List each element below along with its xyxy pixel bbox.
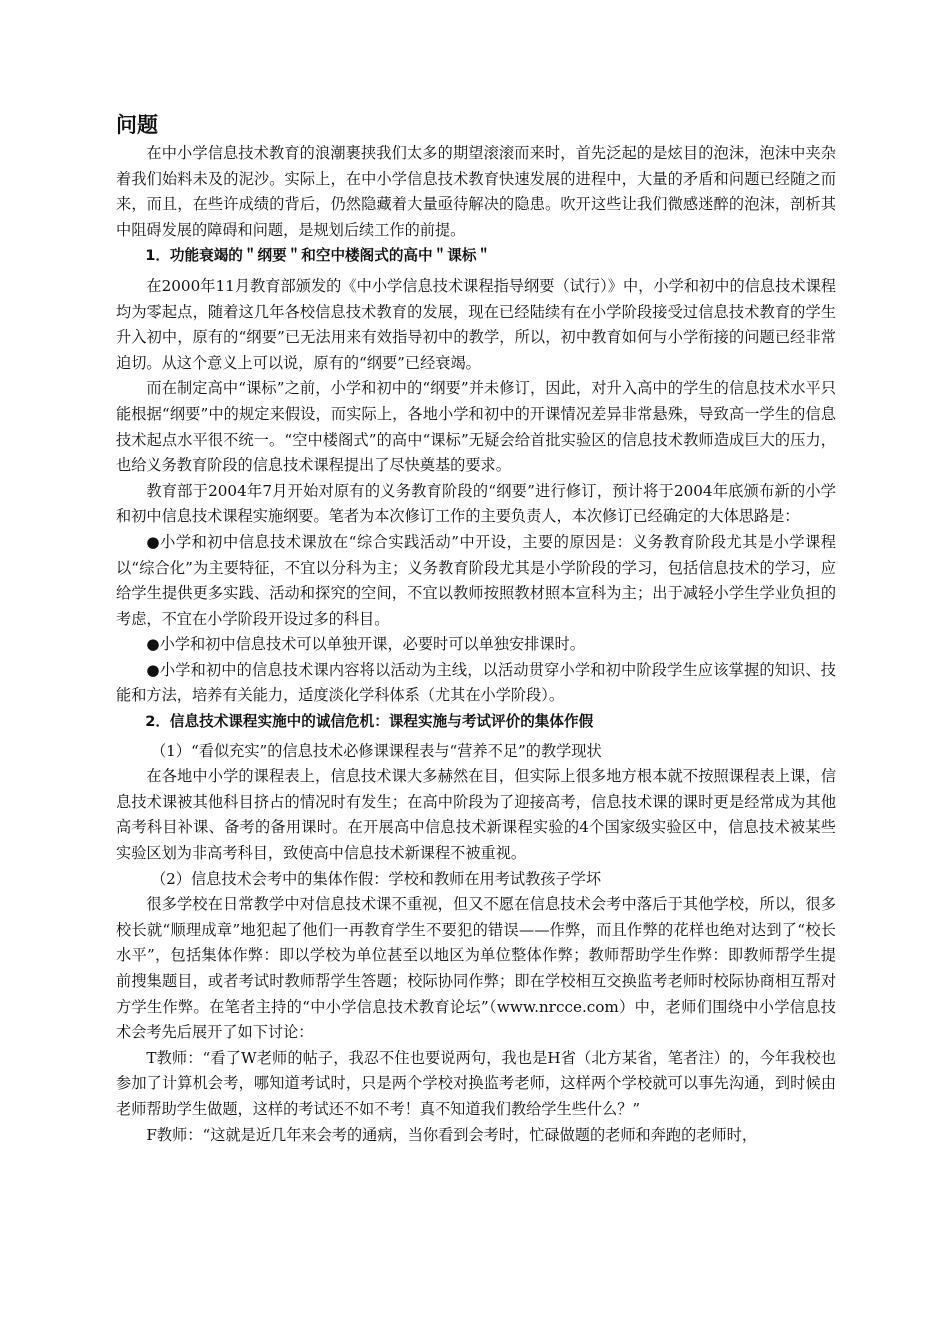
subsection-heading: （2）信息技术会考中的集体作假：学校和教师在用考试教孩子学坏 bbox=[150, 869, 602, 888]
bullet-item: ●小学和初中的信息技术课内容将以活动为主线，以活动贯穿小学和初中阶段学生应该掌握的知识、技能和方法，培养有关能力，适度淡化学科体系（尤其在小学阶段）。 bbox=[116, 660, 836, 705]
subsection-heading: （1）“看似充实”的信息技术必修课课程表与“营养不足”的教学现状 bbox=[150, 741, 602, 760]
paragraph: 教育部于2004年7月开始对原有的义务教育阶段的“纲要”进行修订，预计将于2004年底颁布新的小学和初中信息技术课程实施纲要。笔者为本次修订工作的主要负责人，本次修订已经确定的大体思路是： bbox=[116, 481, 836, 526]
section-heading: 1．功能衰竭的＂纲要＂和空中楼阁式的高中＂课标＂ bbox=[145, 247, 492, 265]
page-title: 问题 bbox=[116, 113, 158, 137]
section-heading: 2．信息技术课程实施中的诚信危机：课程实施与考试评价的集体作假 bbox=[145, 713, 594, 731]
bullet-item: ●小学和初中信息技术可以单独开课，必要时可以单独安排课时。 bbox=[146, 635, 585, 654]
paragraph: 而在制定高中“课标”之前，小学和初中的“纲要”并未修订，因此，对升入高中的学生的信息技术水平只能根据“纲要”中的规定来假设，而实际上，各地小学和初中的开课情况差异非常悬殊，导致高一学生的信息技术起点水平很不统一。“空中楼阁式”的高中“课标”无疑会给首批实验区的信息技术教师造成巨大的压力，也给义务教育阶段的信息技术课程提出了尽快奠基的要求。 bbox=[116, 379, 836, 475]
document-page bbox=[116, 110, 836, 1148]
paragraph: 很多学校在日常教学中对信息技术课不重视，但又不愿在信息技术会考中落后于其他学校，所以，很多校长就“顺理成章”地犯起了他们一再教育学生不要犯的错误——作弊，而且作弊的花样也绝对达到了“校长水平”，包括集体作弊：即以学校为单位甚至以地区为单位整体作弊；教师帮助学生作弊：即教师帮学生提前搜集题目，或者考试时教师帮学生答题；校际协同作弊；即在学校相互交换监考老师时校际协商相互帮对方学生作弊。在笔者主持的“中小学信息技术教育论坛”（www.nrcce.com）中，老师们围绕中小学信息技术会考先后展开了如下讨论： bbox=[116, 895, 836, 1042]
paragraph: 在中小学信息技术教育的浪潮裹挟我们太多的期望滚滚而来时，首先泛起的是炫目的泡沫，泡沫中夹杂着我们始料未及的泥沙。实际上，在中小学信息技术教育快速发展的进程中，大量的矛盾和问题已经随之而来，而且，在些许成绩的背后，仍然隐藏着大量亟待解决的隐患。吹开这些让我们微感迷醉的泡沫，剖析其中阻碍发展的障碍和问题，是规划后续工作的前提。 bbox=[116, 144, 836, 239]
quote-paragraph: T教师：“看了W老师的帖子，我忍不住也要说两句，我也是H省（北方某省，笔者注）的，今年我校也参加了计算机会考，哪知道考试时，只是两个学校对换监考老师，这样两个学校就可以事先沟通，到时候由老师帮助学生做题，这样的考试还不如不考！真不知道我们教给学生些什么？” bbox=[116, 1048, 836, 1118]
paragraph: 在各地中小学的课程表上，信息技术课大多赫然在目，但实际上很多地方根本就不按照课程表上课，信息技术课被其他科目挤占的情况时有发生；在高中阶段为了迎接高考，信息技术课的课时更是经常成为其他高考科目补课、备考的备用课时。在开展高中信息技术新课程实验的4个国家级实验区中，信息技术被某些实验区划为非高考科目，致使高中信息技术新课程不被重视。 bbox=[116, 767, 836, 863]
bullet-item: ●小学和初中信息技术课放在“综合实践活动”中开设，主要的原因是：义务教育阶段尤其是小学课程以“综合化”为主要特征，不宜以分科为主；义务教育阶段尤其是小学阶段的学习，包括信息技术的学习，应给学生提供更多实践、活动和探究的空间，不宜以教师按照教材照本宣科为主；出于减轻小学生学业负担的考虑，不宜在小学阶段开设过多的科目。 bbox=[116, 532, 836, 628]
quote-paragraph: F教师：“这就是近几年来会考的通病，当你看到会考时，忙碌做题的老师和奔跑的老师时， bbox=[146, 1125, 758, 1144]
paragraph: 在2000年11月教育部颁发的《中小学信息技术课程指导纲要（试行）》中，小学和初中的信息技术课程均为零起点，随着这几年各校信息技术教育的发展，现在已经陆续有在小学阶段接受过信息技术教育的学生升入初中，原有的“纲要”已无法用来有效指导初中的教学，所以，初中教育如何与小学衔接的问题已经非常迫切。从这个意义上可以说，原有的“纲要”已经衰竭。 bbox=[116, 276, 836, 372]
